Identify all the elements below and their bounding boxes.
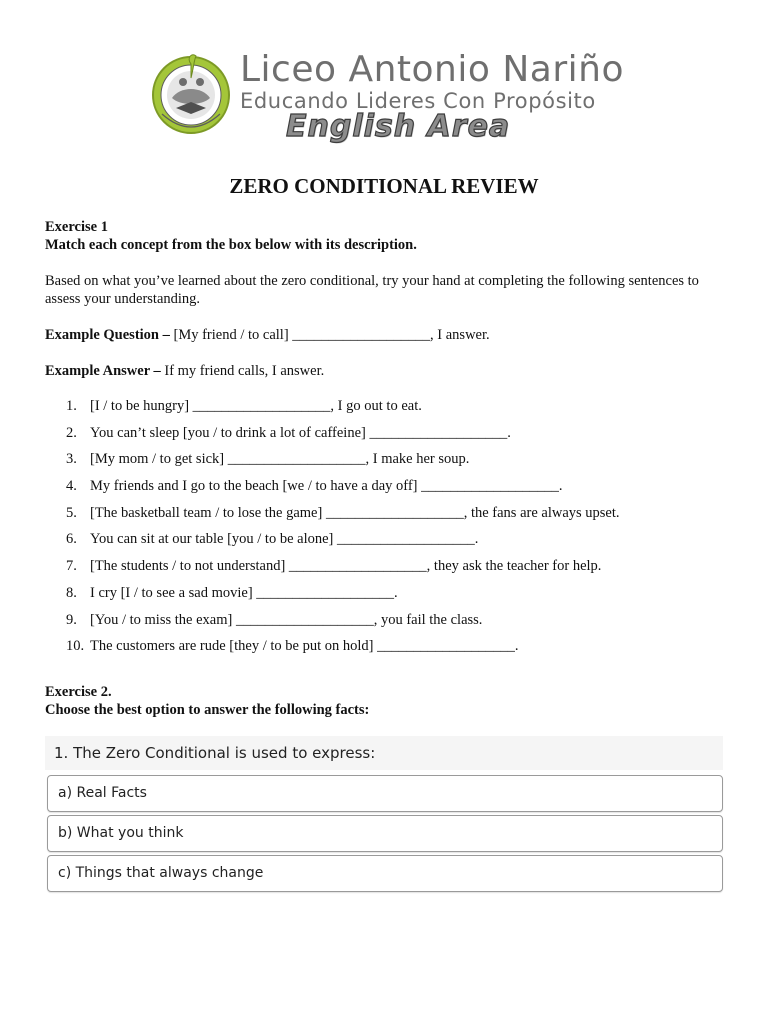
list-item (0, 503, 768, 530)
item-text: My friends and I go to the beach [we / to have a day off] ___________________. (90, 478, 563, 495)
list-item (0, 583, 768, 610)
exercise-1-heading: Exercise 1 (45, 219, 108, 235)
exercise-2-heading: Exercise 2. (45, 684, 112, 700)
english-area-badge: English Area (286, 109, 511, 144)
item-text: [The students / to not understand] ___________________, they ask the teacher for help. (90, 558, 602, 575)
school-motto: Educando Lideres Con Propósito (240, 89, 596, 113)
example-answer (45, 362, 324, 380)
list-item (0, 449, 768, 476)
list-item (0, 529, 768, 556)
school-seal-icon (150, 48, 232, 138)
item-text: [My mom / to get sick] ___________________, I make her soup. (90, 451, 470, 468)
list-item (0, 396, 768, 423)
item-text: You can sit at our table [you / to be alone] ___________________. (90, 531, 479, 548)
item-number: 1. (66, 398, 77, 414)
item-number: 6. (66, 531, 77, 548)
example-question-label: Example Question – (45, 327, 170, 343)
school-header (150, 46, 624, 150)
item-number: 5. (66, 504, 77, 521)
item-number: 4. (66, 478, 77, 495)
item-text: [I / to be hungry] ___________________, I go out to eat. (90, 398, 422, 414)
quiz-option-b[interactable]: b) What you think (47, 815, 723, 852)
item-number: 2. (66, 424, 77, 441)
page-title: ZERO CONDITIONAL REVIEW (229, 174, 539, 198)
item-number: 3. (66, 451, 77, 468)
list-item (0, 610, 768, 637)
item-number: 10. (66, 638, 85, 655)
item-number: 7. (66, 558, 77, 575)
item-text: I cry [I / to see a sad movie] ___________________. (90, 584, 398, 601)
quiz-option-a[interactable]: a) Real Facts (47, 775, 723, 812)
example-question-text: [My friend / to call] ___________________, I answer. (169, 327, 490, 343)
item-number: 8. (66, 584, 77, 601)
quiz-question-block (45, 736, 723, 896)
exercise-1-list (0, 396, 768, 663)
example-question (45, 326, 490, 344)
list-item (0, 476, 768, 503)
item-text: You can’t sleep [you / to drink a lot of caffeine] ___________________. (90, 424, 511, 441)
item-text: [You / to miss the exam] ___________________, you fail the class. (90, 611, 483, 628)
example-answer-text: If my friend calls, I answer. (160, 363, 325, 379)
list-item (0, 556, 768, 583)
exercise-1-intro: Based on what you’ve learned about the zero conditional, try your hand at completing the following sentences to assess your understanding. (45, 273, 699, 307)
list-item (0, 423, 768, 450)
quiz-option-c[interactable]: c) Things that always change (47, 855, 723, 892)
example-answer-label: Example Answer – (45, 363, 161, 379)
item-number: 9. (66, 611, 77, 628)
school-name: Liceo Antonio Nariño (240, 49, 624, 90)
exercise-1-instruction: Match each concept from the box below with its description. (45, 237, 417, 253)
item-text: [The basketball team / to lose the game] ___________________, the fans are always upset. (90, 504, 620, 521)
exercise-2-instruction: Choose the best option to answer the following facts: (45, 702, 370, 718)
list-item (0, 636, 768, 663)
quiz-question: 1. The Zero Conditional is used to express: (45, 736, 723, 770)
item-text: The customers are rude [they / to be put on hold] ___________________. (90, 638, 519, 655)
